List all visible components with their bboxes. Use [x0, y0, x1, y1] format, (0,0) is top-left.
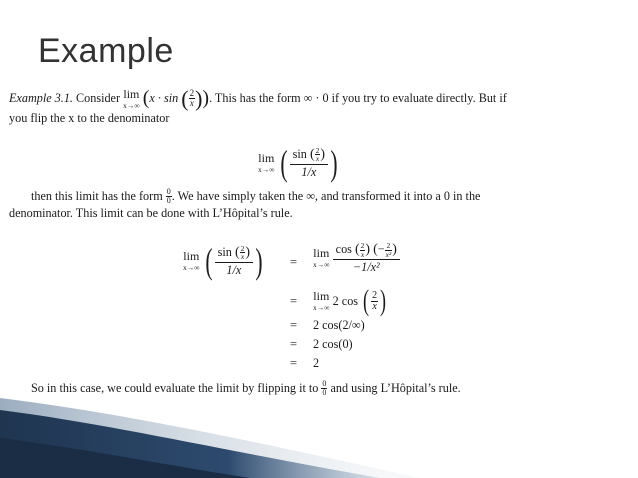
intro-tail: . This has the form ∞ · 0 if you try to evaluate directly. But if	[209, 91, 507, 106]
derivation-step-3: 2 cos(2/∞)	[313, 318, 365, 332]
paragraph-form	[9, 188, 624, 222]
paragraph-intro: Example 3.1. Consider lim x→∞ ( x · sin ( $\frac{2}{x}$ ) ) . This has the form ∞ · 0 if you try to evaluate directly. But if you flip the x to the denominator	[9, 86, 507, 125]
consider-text: Consider	[76, 91, 121, 106]
flipped-limit-display: lim x→∞ ( sin ( $\frac{2}{x}$ ) 1/x )	[258, 143, 338, 183]
equals-sign: =	[290, 356, 298, 370]
example-label: Example 3.1.	[9, 91, 73, 106]
limit-operator: lim x→∞	[123, 87, 140, 110]
form-line2: denominator. This limit can be done with L’Hôpital’s rule.	[9, 206, 293, 220]
zero-over-zero: $\frac{0}{0}$	[322, 379, 327, 397]
zero-over-zero: $\frac{0}{0}$	[166, 187, 171, 205]
two-over-x-fraction: $\frac{2}{x}$	[189, 88, 195, 109]
form-text: then this limit has the form	[31, 189, 163, 203]
paragraph-conclusion: So in this case, we could evaluate the limit by flipping it to $\frac{0}{0}$ and using L’Hôpital’s rule.	[31, 379, 461, 397]
equals-sign: =	[290, 294, 298, 308]
product-expr: x · sin	[149, 91, 179, 106]
intro-line2: you flip the x to the denominator	[9, 110, 170, 125]
limit-operator: lim x→∞	[258, 151, 275, 175]
flipped-fraction: sin ( $\frac{2}{x}$ ) 1/x	[290, 147, 328, 179]
derivation-step-2: lim x→∞ 2 cos ( $\frac{2}{x}$ )	[313, 284, 387, 317]
equals-sign: =	[290, 318, 298, 332]
equals-sign: =	[290, 337, 298, 351]
equals-sign: =	[290, 255, 298, 269]
slide-title: Example	[38, 32, 174, 70]
derivation-lhs: lim x→∞ ( sin ( $\frac{2}{x}$ ) 1/x )	[183, 241, 263, 281]
form-tail: . We have simply taken the ∞, and transformed it into a 0 in the	[171, 189, 481, 203]
derivation-step-1: lim x→∞ cos ( $\frac{2}{x}$ ) (− $\frac{2}{\text{x²}}$ ) −1/x²	[313, 242, 400, 274]
derivation-step-4: 2 cos(0)	[313, 337, 353, 351]
derivation-result: 2	[313, 356, 320, 370]
